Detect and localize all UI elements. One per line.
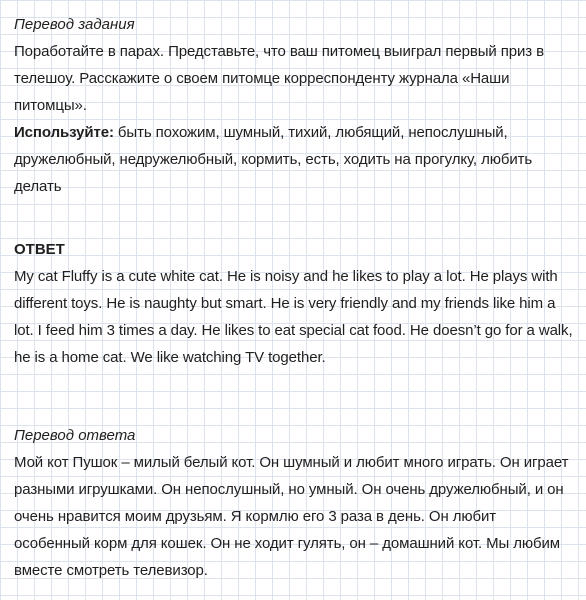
task-text: Поработайте в парах. Представьте, что ваш питомец выиграл первый приз в телешоу. Расскажите о своем питомце корреспонденту журнала «Наши питомцы». [14,43,544,114]
task-section [14,14,576,212]
answer-heading: ОТВЕТ [14,241,65,258]
use-words: быть похожим, шумный, тихий, любящий, непослушный, дружелюбный, недружелюбный, кормить, есть, ходить на прогулку, любить делать [14,124,533,195]
translation-text: Мой кот Пушок – милый белый кот. Он шумный и любит много играть. Он играет разными игрушками. Он непослушный, но умный. Он очень дружелюбный, и он очень нравится моим друзьям. Я кормлю его 3 раза в день. Он любит особенный корм для кошек. Он не ходит гулять, он – домашний кот. Мы любим вместе смотреть телевизор. [14,454,569,579]
answer-section [14,239,576,419]
answer-text: My cat Fluffy is a cute white cat. He is noisy and he likes to play a lot. He plays with different toys. He is naughty but smart. He is very friendly and my friends like him a lot. I feed him 3 times a day. He likes to eat special cat food. He doesn’t go for a walk, he is a home cat. We like watching TV together. [14,268,573,366]
task-use-paragraph [14,119,576,200]
use-label: Используйте: [14,124,114,141]
task-heading: Перевод задания [14,16,135,33]
translation-heading: Перевод ответа [14,427,136,444]
translation-section [14,425,576,584]
